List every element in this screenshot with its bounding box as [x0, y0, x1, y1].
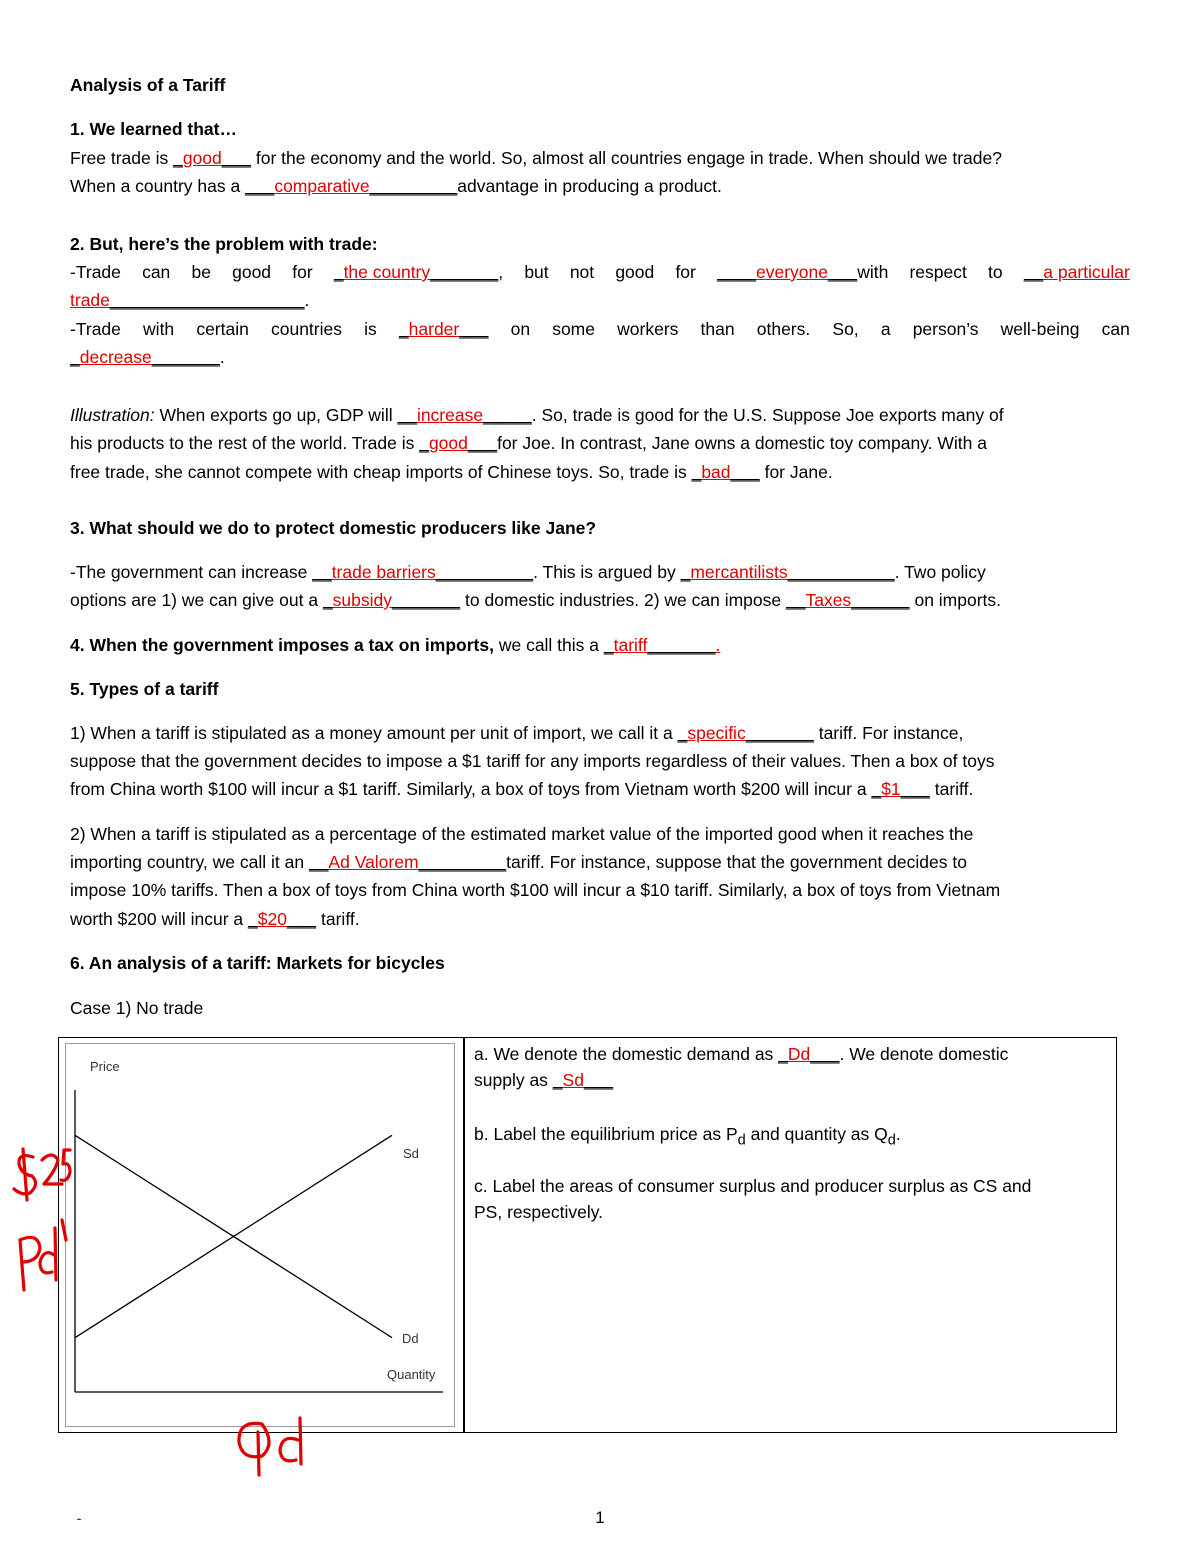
sd-curve-label: Sd: [403, 1146, 419, 1161]
handwritten-answer: a particular: [1043, 262, 1130, 282]
text-run: When exports go up, GDP will: [154, 405, 398, 425]
document-title: Analysis of a Tariff: [70, 75, 226, 95]
text-run: free trade, she cannot compete with cheap imports of Chinese toys. So, trade is: [70, 462, 692, 482]
blank: _______: [392, 590, 461, 610]
section-4-heading: 4. When the government imposes a tax on imports,: [70, 635, 494, 655]
handwritten-answer: the country: [343, 262, 431, 282]
word: but: [524, 262, 549, 282]
handwritten-pd-text: Pd: [40, 1290, 42, 1291]
handwritten-answer: Ad Valorem: [328, 852, 419, 872]
text-run: a. We denote the domestic demand as: [474, 1044, 779, 1064]
word: a: [880, 319, 891, 339]
word: respect: [909, 262, 967, 282]
s2-line-3: [70, 318, 1130, 340]
blank: __________: [435, 562, 534, 582]
word: countries: [270, 319, 342, 339]
word: others.: [756, 319, 811, 339]
illustration-label: Illustration:: [70, 405, 155, 425]
handwritten-answer: $1: [881, 779, 901, 799]
s5-p2-line-4: [70, 908, 1130, 930]
s2-line-4: [70, 346, 1130, 368]
blank: _________: [418, 852, 507, 872]
word: certain: [196, 319, 249, 339]
blank: ___: [730, 462, 760, 482]
word: than: [700, 319, 735, 339]
section-3-heading: 3. What should we do to protect domestic producers like Jane?: [70, 518, 597, 538]
handwritten-answer: Sd: [562, 1070, 584, 1090]
handwritten-answer: trade barriers: [331, 562, 436, 582]
handwritten-answer: harder: [408, 319, 460, 339]
s5-p2-line-2: [70, 851, 1130, 873]
text-run: and quantity as Q: [745, 1124, 888, 1144]
handwritten-price-mark: [14, 1149, 70, 1200]
text-run: Free trade is: [70, 148, 174, 168]
s5-p1-line-2: suppose that the government decides to impose a $1 tariff for any imports regardless of their values. Then a box of toys: [70, 751, 995, 771]
blank: _: [691, 462, 702, 482]
word: not: [569, 262, 595, 282]
handwritten-price-value: $25: [40, 1208, 42, 1209]
text-run: . So, trade is good for the U.S. Suppose Joe exports many of: [531, 405, 1004, 425]
blank: ___: [583, 1070, 614, 1090]
handwritten-answer: subsidy: [332, 590, 393, 610]
s2-line-1: [70, 261, 1130, 283]
text-run: tariff. For instance, suppose that the government decides to: [506, 852, 967, 872]
question-a: [474, 1041, 1104, 1093]
blank: ___: [467, 433, 498, 453]
text-run: to domestic industries. 2) we can impose: [460, 590, 786, 610]
word: be: [191, 262, 211, 282]
illustration-line-2: [70, 432, 1130, 454]
word: So,: [832, 319, 859, 339]
answer-everyone: ____everyone___with: [717, 262, 889, 282]
blank: _: [173, 148, 183, 168]
section-6-heading: 6. An analysis of a tariff: Markets for bicycles: [70, 953, 445, 973]
handwritten-answer: bad: [701, 462, 731, 482]
blank: _: [552, 1070, 563, 1090]
blank: _: [322, 590, 333, 610]
word: -Trade: [70, 262, 121, 282]
word: person’s: [912, 319, 979, 339]
word: well-being: [1000, 319, 1080, 339]
s3-line-2: [70, 589, 1130, 611]
text-run: advantage in producing a product.: [457, 176, 722, 196]
word: good: [615, 262, 655, 282]
s5-p1-line-1: [70, 722, 1130, 744]
blank: _: [419, 433, 429, 453]
s1-line-1: [70, 147, 1130, 169]
word: is: [364, 319, 377, 339]
text-run: his products to the rest of the world. Trade is: [70, 433, 420, 453]
dd-curve-label: Dd: [402, 1331, 419, 1346]
illustration-line-1: [70, 404, 1130, 426]
blank: ______: [851, 590, 910, 610]
word: -Trade: [70, 319, 121, 339]
blank: ____________________: [109, 290, 305, 310]
handwritten-answer: good: [428, 433, 468, 453]
handwritten-answer: $20: [257, 909, 287, 929]
s5-p2-line-1: 2) When a tariff is stipulated as a percentage of the estimated market value of the imported good when it reaches the: [70, 824, 974, 844]
question-b: [474, 1121, 1104, 1154]
text-run: . We denote domestic: [839, 1044, 1009, 1064]
text-run: importing country, we call it an: [70, 852, 309, 872]
blank: _______: [647, 635, 716, 655]
text-run: tariff. For instance,: [813, 723, 964, 743]
y-axis-label: Price: [90, 1059, 120, 1074]
handwritten-answer: everyone: [755, 262, 828, 282]
word: workers: [617, 319, 679, 339]
text-run: b. Label the equilibrium price as P: [474, 1124, 738, 1144]
text-run: for Jane.: [759, 462, 833, 482]
handwritten-answer: decrease: [79, 347, 152, 367]
blank: _: [248, 909, 258, 929]
blank: ___: [221, 148, 251, 168]
case-1-label: Case 1) No trade: [70, 998, 204, 1018]
blank: _: [871, 779, 882, 799]
section-2-heading: 2. But, here’s the problem with trade:: [70, 234, 378, 254]
blank: __: [397, 405, 417, 425]
text-run: -The government can increase: [70, 562, 313, 582]
handwritten-answer: specific: [687, 723, 746, 743]
blank: __: [308, 852, 329, 872]
blank: ___: [245, 176, 275, 196]
s1-line-2: [70, 175, 1130, 197]
text-run: . This is argued by: [533, 562, 681, 582]
handwritten-answer: Dd: [787, 1044, 811, 1064]
page-number: 1: [595, 1508, 605, 1527]
text-run: we call this a: [493, 635, 604, 655]
blank: _______: [745, 723, 814, 743]
word: can: [142, 262, 171, 282]
section-1-heading: 1. We learned that…: [70, 119, 237, 139]
text-run: supply as: [474, 1070, 553, 1090]
text-run: tariff.: [316, 909, 360, 929]
handwritten-qd-text: Qd: [270, 1470, 272, 1471]
illustration-line-3: [70, 461, 1130, 483]
text-run: When a country has a: [70, 176, 246, 196]
handwritten-answer: comparative: [274, 176, 370, 196]
subscript: d: [887, 1132, 896, 1149]
s5-p2-line-3: impose 10% tariffs. Then a box of toys from China worth $100 will incur a $10 tariff. Similarly, a box of toys from Vietnam: [70, 880, 1001, 900]
blank: ___: [286, 909, 317, 929]
blank: _: [70, 347, 80, 367]
word: for: [675, 262, 696, 282]
text-run: options are 1) we can give out a: [70, 590, 323, 610]
handwritten-answer: tariff: [613, 635, 648, 655]
handwritten-answer: increase: [416, 405, 484, 425]
word: with: [143, 319, 175, 339]
text-run: . Two policy: [894, 562, 986, 582]
answer-a-particular: __a particular: [1023, 262, 1130, 282]
blank: _: [677, 723, 688, 743]
supply-demand-chart: [0, 1040, 470, 1520]
text-run: tariff.: [929, 779, 974, 799]
word: to: [988, 262, 1003, 282]
text-run: on imports.: [909, 590, 1002, 610]
s3-line-1: [70, 561, 1130, 583]
handwritten-answer: mercantilists: [690, 562, 788, 582]
text-run: c. Label the areas of consumer surplus and producer surplus as CS and: [474, 1176, 1032, 1196]
blank: __: [786, 590, 806, 610]
s2-line-2: [70, 289, 1130, 311]
text-run: for the economy and the world. So, almost all countries engage in trade. When should we trade?: [250, 148, 1002, 168]
text-run: .: [895, 1124, 901, 1144]
text-run: .: [219, 347, 225, 367]
text-run: from China worth $100 will incur a $1 tariff. Similarly, a box of toys from Vietnam worth $200 will incur a: [70, 779, 872, 799]
blank: ___: [810, 1044, 840, 1064]
blank: _____: [483, 405, 532, 425]
handwritten-answer: trade: [70, 290, 110, 310]
word: good: [232, 262, 272, 282]
blank: __: [312, 562, 332, 582]
question-c: [474, 1173, 1104, 1225]
handwritten-quantity-label-qd: [239, 1418, 301, 1475]
handwritten-answer: good: [182, 148, 222, 168]
subscript: d: [737, 1132, 746, 1149]
text-run: .: [715, 635, 721, 655]
blank: _: [778, 1044, 788, 1064]
section-4-line: [70, 634, 1130, 656]
handwritten-price-label-pd: [20, 1220, 66, 1290]
blank: _______: [151, 347, 220, 367]
word: some: [552, 319, 595, 339]
word: can: [1101, 319, 1130, 339]
section-5-heading: 5. Types of a tariff: [70, 679, 219, 699]
text-run: worth $200 will incur a: [70, 909, 248, 929]
word: for: [292, 262, 313, 282]
blank: ___: [900, 779, 930, 799]
text-run: PS, respectively.: [474, 1202, 604, 1222]
blank: ___________: [787, 562, 895, 582]
x-axis-label: Quantity: [387, 1367, 436, 1382]
s5-p1-line-3: [70, 778, 1130, 800]
answer-harder: _harder___: [398, 319, 489, 339]
blank: _________: [369, 176, 458, 196]
answer-the-country: _the country_______,: [333, 262, 504, 282]
text-run: for Joe. In contrast, Jane owns a domestic toy company. With a: [497, 433, 987, 453]
blank: _: [680, 562, 691, 582]
word: on: [510, 319, 531, 339]
blank: _: [603, 635, 614, 655]
text-run: 1) When a tariff is stipulated as a money amount per unit of import, we call it a: [70, 723, 678, 743]
text-run: .: [304, 290, 310, 310]
handwritten-answer: Taxes: [805, 590, 852, 610]
